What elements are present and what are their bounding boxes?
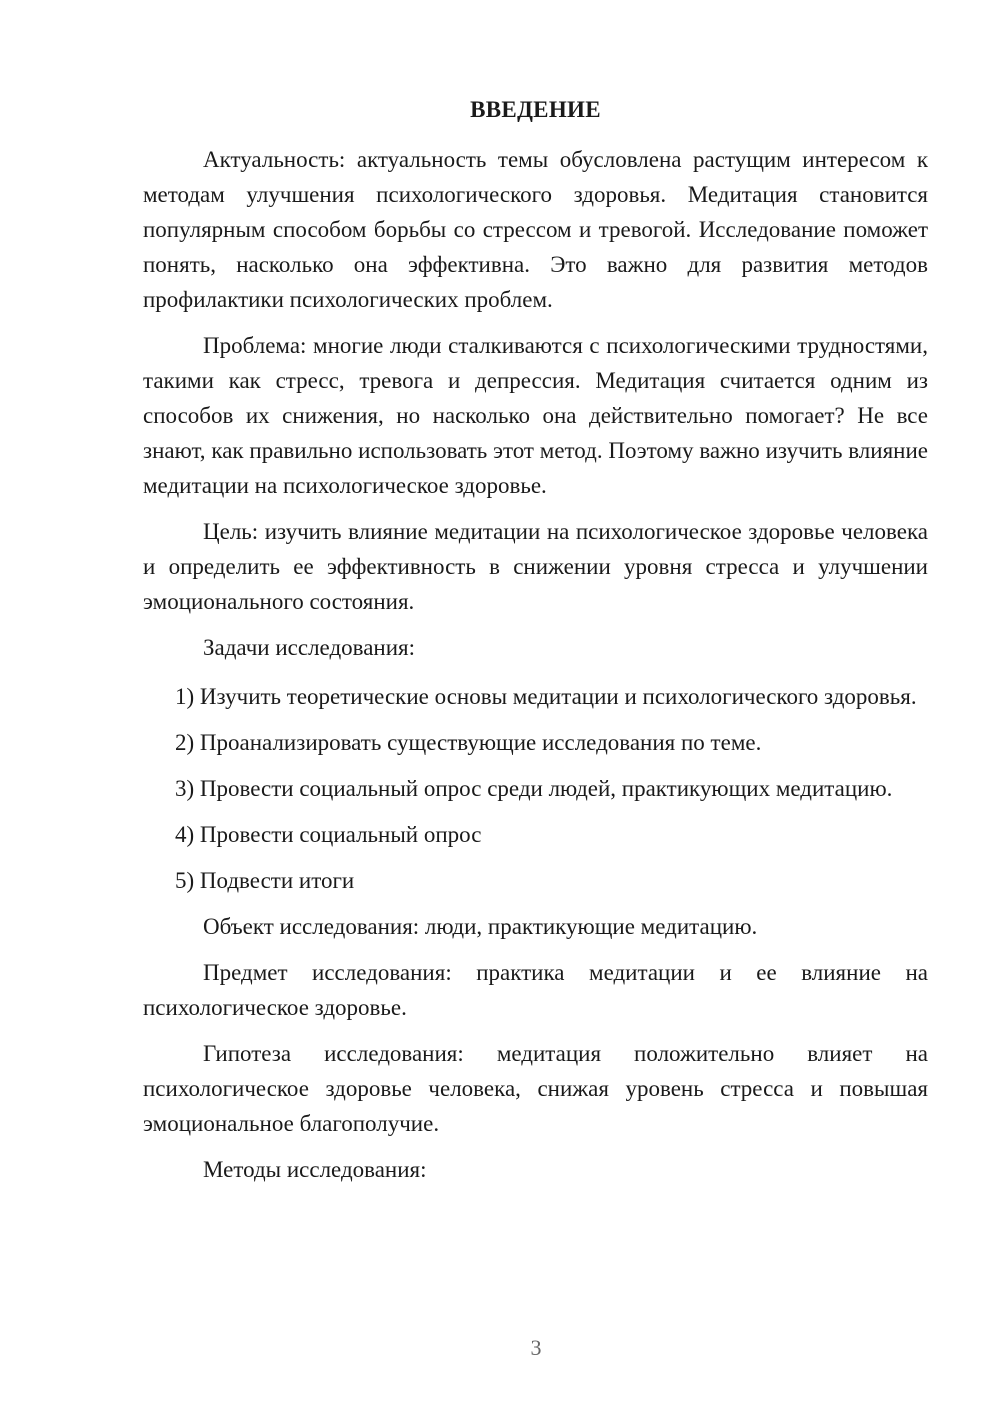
relevance-paragraph: Актуальность: актуальность темы обусловлена растущим интересом к методам улучшения психологического здоровья. Медитация становится популярным способом борьбы со стрессом и тревогой. Исследование поможет понять, насколько она эффективна. Это важно для развития методов профилактики психологических проблем. <box>143 147 928 312</box>
page-number: 3 <box>530 1335 542 1360</box>
task-item: 3) Провести социальный опрос среди людей, практикующих медитацию. <box>175 776 893 801</box>
methods-heading: Методы исследования: <box>203 1157 427 1182</box>
goal-paragraph: Цель: изучить влияние медитации на психологическое здоровье человека и определить ее эффективность в снижении уровня стресса и улучшении эмоционального состояния. <box>143 519 928 614</box>
task-item: 4) Провести социальный опрос <box>175 822 482 847</box>
subject-paragraph: Предмет исследования: практика медитации и ее влияние на психологическое здоровье. <box>143 960 928 1020</box>
tasks-heading: Задачи исследования: <box>203 635 416 660</box>
page-body <box>143 92 928 1198</box>
task-item: 5) Подвести итоги <box>175 868 355 893</box>
task-item: 2) Проанализировать существующие исследования по теме. <box>175 730 762 755</box>
section-title: ВВЕДЕНИЕ <box>470 97 601 122</box>
hypothesis-paragraph: Гипотеза исследования: медитация положительно влияет на психологическое здоровье человека, снижая уровень стресса и повышая эмоциональное благополучие. <box>143 1041 928 1136</box>
problem-paragraph: Проблема: многие люди сталкиваются с психологическими трудностями, такими как стресс, тревога и депрессия. Медитация считается одним из способов их снижения, но насколько она действительно помогает? Не все знают, как правильно использовать этот метод. Поэтому важно изучить влияние медитации на психологическое здоровье. <box>143 333 928 498</box>
task-item: 1) Изучить теоретические основы медитации и психологического здоровья. <box>175 684 917 709</box>
object-paragraph: Объект исследования: люди, практикующие медитацию. <box>203 914 758 939</box>
